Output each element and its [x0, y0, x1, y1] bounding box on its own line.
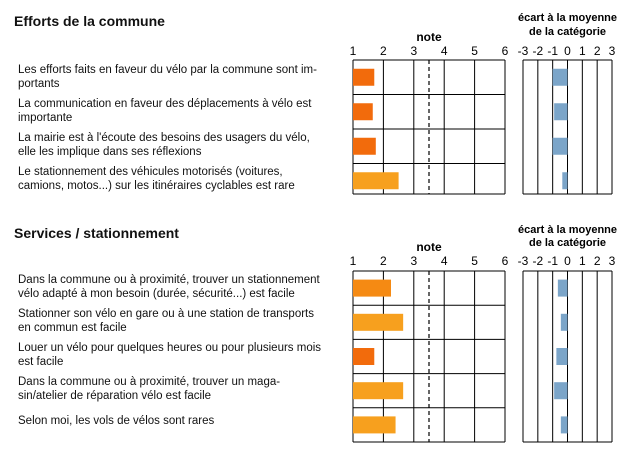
ecart-tick-label: 0	[564, 254, 571, 268]
row-label-line: elle les implique dans ses réflexions	[18, 146, 202, 158]
row-label-line: portants	[18, 78, 60, 90]
note-tick-label: 2	[380, 44, 387, 58]
ecart-tick-label: -1	[547, 44, 559, 58]
ecart-tick-label: -3	[517, 254, 529, 268]
ecart-bar	[556, 348, 567, 365]
ecart-axis-title: de la catégorie	[528, 26, 607, 38]
note-tick-label: 3	[410, 254, 418, 268]
note-tick-label: 1	[349, 254, 357, 268]
note-tick-label: 6	[501, 254, 509, 268]
row-label-line: Selon moi, les vols de vélos sont rares	[18, 415, 215, 427]
note-axis-title: note	[416, 240, 442, 254]
row-label-line: sin/atelier de réparation vélo est facile	[18, 390, 212, 402]
ecart-tick-label: -1	[547, 254, 559, 268]
ecart-tick-label: 0	[564, 44, 571, 58]
ecart-tick-label: 3	[608, 44, 616, 58]
row-label-line: La mairie est à l'écoute des besoins des usagers du vélo,	[18, 132, 310, 144]
note-axis-title: note	[416, 30, 442, 44]
ecart-tick-label: 2	[593, 44, 601, 58]
note-bar	[353, 69, 374, 86]
ecart-bar	[554, 382, 567, 399]
ecart-tick-label: 1	[578, 254, 586, 268]
ecart-tick-label: -2	[532, 44, 544, 58]
ecart-axis-title: écart à la moyenne	[517, 224, 618, 236]
row-label-line: Les efforts faits en faveur du vélo par la commune sont im-	[18, 64, 317, 76]
note-bar	[353, 382, 403, 399]
note-tick-label: 6	[501, 44, 509, 58]
note-tick-label: 1	[349, 44, 357, 58]
note-tick-label: 4	[440, 44, 448, 58]
row-label-line: Dans la commune ou à proximité, trouver un maga-	[18, 376, 281, 388]
row-label-line: Stationner son vélo en gare ou à une station de transports	[18, 308, 315, 320]
row-label-line: importante	[18, 112, 73, 124]
row-label-line: camions, motos...) sur les itinéraires cyclables est rare	[18, 180, 295, 192]
ecart-tick-label: -2	[532, 254, 544, 268]
row-label-line: Le stationnement des véhicules motorisés (voitures,	[18, 166, 283, 178]
ecart-bar	[562, 172, 567, 189]
note-tick-label: 5	[471, 44, 478, 58]
row-label-line: La communication en faveur des déplacements à vélo est	[18, 98, 312, 110]
ecart-bar	[558, 280, 568, 297]
note-bar	[353, 172, 399, 189]
row-label-line: vélo adapté à mon besoin (durée, sécurité...) est facile	[18, 288, 295, 300]
ecart-axis-title: de la catégorie	[528, 237, 607, 249]
note-bar	[353, 416, 396, 433]
ecart-tick-label: -3	[517, 44, 529, 58]
ecart-tick-label: 1	[578, 44, 586, 58]
ecart-bar	[554, 103, 567, 120]
note-bar	[353, 138, 376, 155]
note-bar	[353, 348, 374, 365]
note-bar	[353, 280, 391, 297]
note-tick-label: 2	[380, 254, 387, 268]
ecart-bar	[561, 416, 568, 433]
note-bar	[353, 103, 373, 120]
ecart-bar	[553, 138, 568, 155]
row-label-line: est facile	[18, 356, 64, 368]
row-label-line: Louer un vélo pour quelques heures ou pour plusieurs mois	[18, 342, 322, 354]
ecart-bar	[553, 69, 568, 86]
section-title: Services / stationnement	[14, 225, 179, 241]
note-bar	[353, 314, 403, 331]
note-tick-label: 3	[410, 44, 418, 58]
note-tick-label: 4	[440, 254, 448, 268]
ecart-axis-title: écart à la moyenne	[517, 12, 618, 24]
ecart-tick-label: 2	[593, 254, 601, 268]
row-label-line: en commun est facile	[18, 322, 127, 334]
section-title: Efforts de la commune	[14, 13, 165, 29]
ecart-tick-label: 3	[608, 254, 616, 268]
note-tick-label: 5	[471, 254, 478, 268]
ecart-bar	[561, 314, 568, 331]
row-label-line: Dans la commune ou à proximité, trouver un stationnement	[18, 274, 320, 286]
